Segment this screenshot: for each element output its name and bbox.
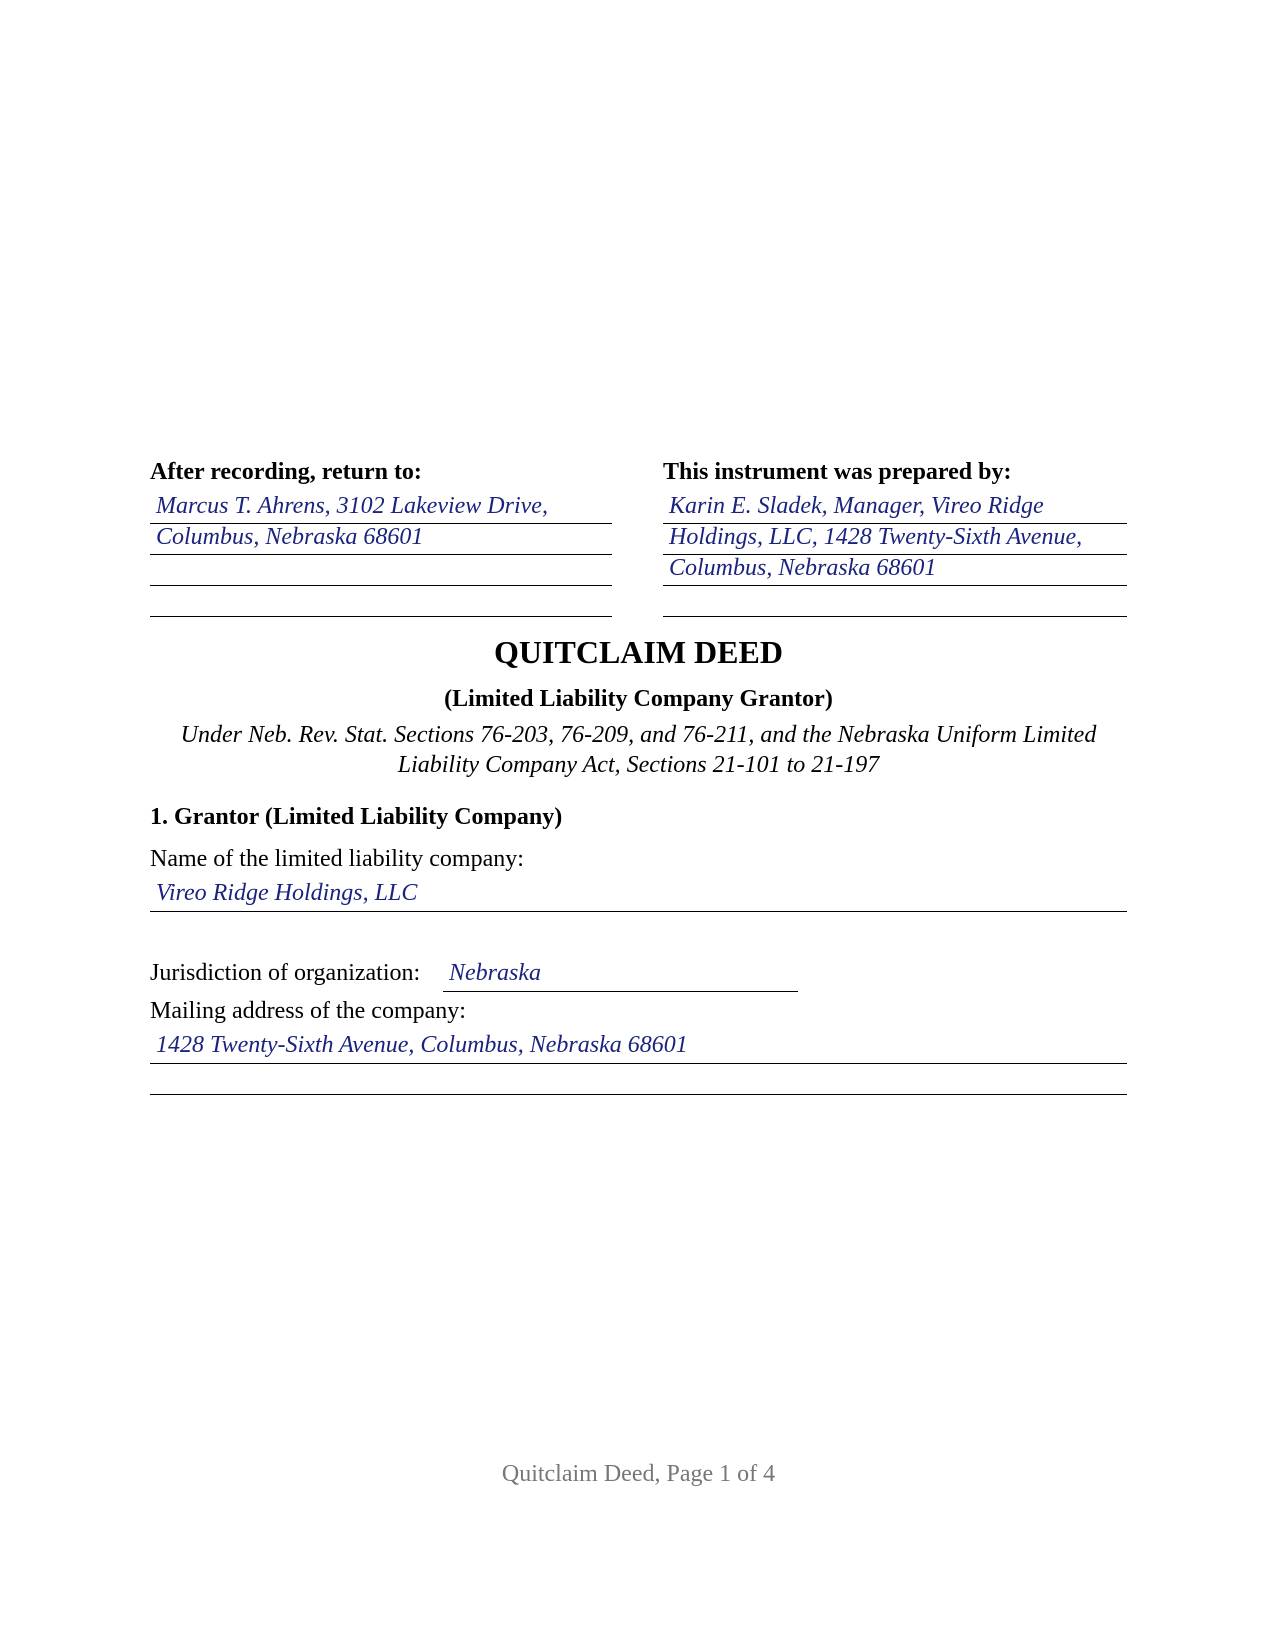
mailing-address-line-1[interactable]: 1428 Twenty-Sixth Avenue, Columbus, Nebraska 68601 xyxy=(156,1032,688,1058)
return-to-rule-3 xyxy=(150,585,612,586)
return-to-rule-2 xyxy=(150,554,612,555)
jurisdiction-rule xyxy=(443,991,798,992)
company-name-rule xyxy=(150,911,1127,912)
mailing-address-rule-1 xyxy=(150,1063,1127,1064)
jurisdiction-field[interactable]: Nebraska xyxy=(449,960,541,986)
document-subtitle: (Limited Liability Company Grantor) xyxy=(444,686,833,712)
prepared-by-line-3[interactable]: Columbus, Nebraska 68601 xyxy=(669,555,937,581)
document-title: QUITCLAIM DEED xyxy=(494,634,783,670)
page-footer: Quitclaim Deed, Page 1 of 4 xyxy=(501,1461,776,1487)
mailing-address-rule-2 xyxy=(150,1094,1127,1095)
document-page xyxy=(150,0,1127,1650)
mailing-address-label: Mailing address of the company: xyxy=(150,998,466,1024)
return-to-line-2[interactable]: Columbus, Nebraska 68601 xyxy=(156,524,424,550)
return-to-line-1[interactable]: Marcus T. Ahrens, 3102 Lakeview Drive, xyxy=(156,493,548,519)
prepared-by-rule-3 xyxy=(663,585,1127,586)
prepared-by-rule-4 xyxy=(663,616,1127,617)
jurisdiction-label: Jurisdiction of organization: xyxy=(150,960,421,986)
prepared-by-heading: This instrument was prepared by: xyxy=(663,459,1012,485)
return-to-heading: After recording, return to: xyxy=(150,459,422,485)
statute-line-2: Liability Company Act, Sections 21-101 to 21-197 xyxy=(397,752,880,778)
company-name-label: Name of the limited liability company: xyxy=(150,846,524,872)
prepared-by-line-2[interactable]: Holdings, LLC, 1428 Twenty-Sixth Avenue, xyxy=(669,524,1083,550)
prepared-by-line-1[interactable]: Karin E. Sladek, Manager, Vireo Ridge xyxy=(669,493,1044,519)
return-to-rule-4 xyxy=(150,616,612,617)
company-name-field[interactable]: Vireo Ridge Holdings, LLC xyxy=(156,880,418,906)
section-1-heading: 1. Grantor (Limited Liability Company) xyxy=(150,804,563,830)
statute-line-1: Under Neb. Rev. Stat. Sections 76-203, 76-209, and 76-211, and the Nebraska Uniform Limited xyxy=(180,722,1097,748)
